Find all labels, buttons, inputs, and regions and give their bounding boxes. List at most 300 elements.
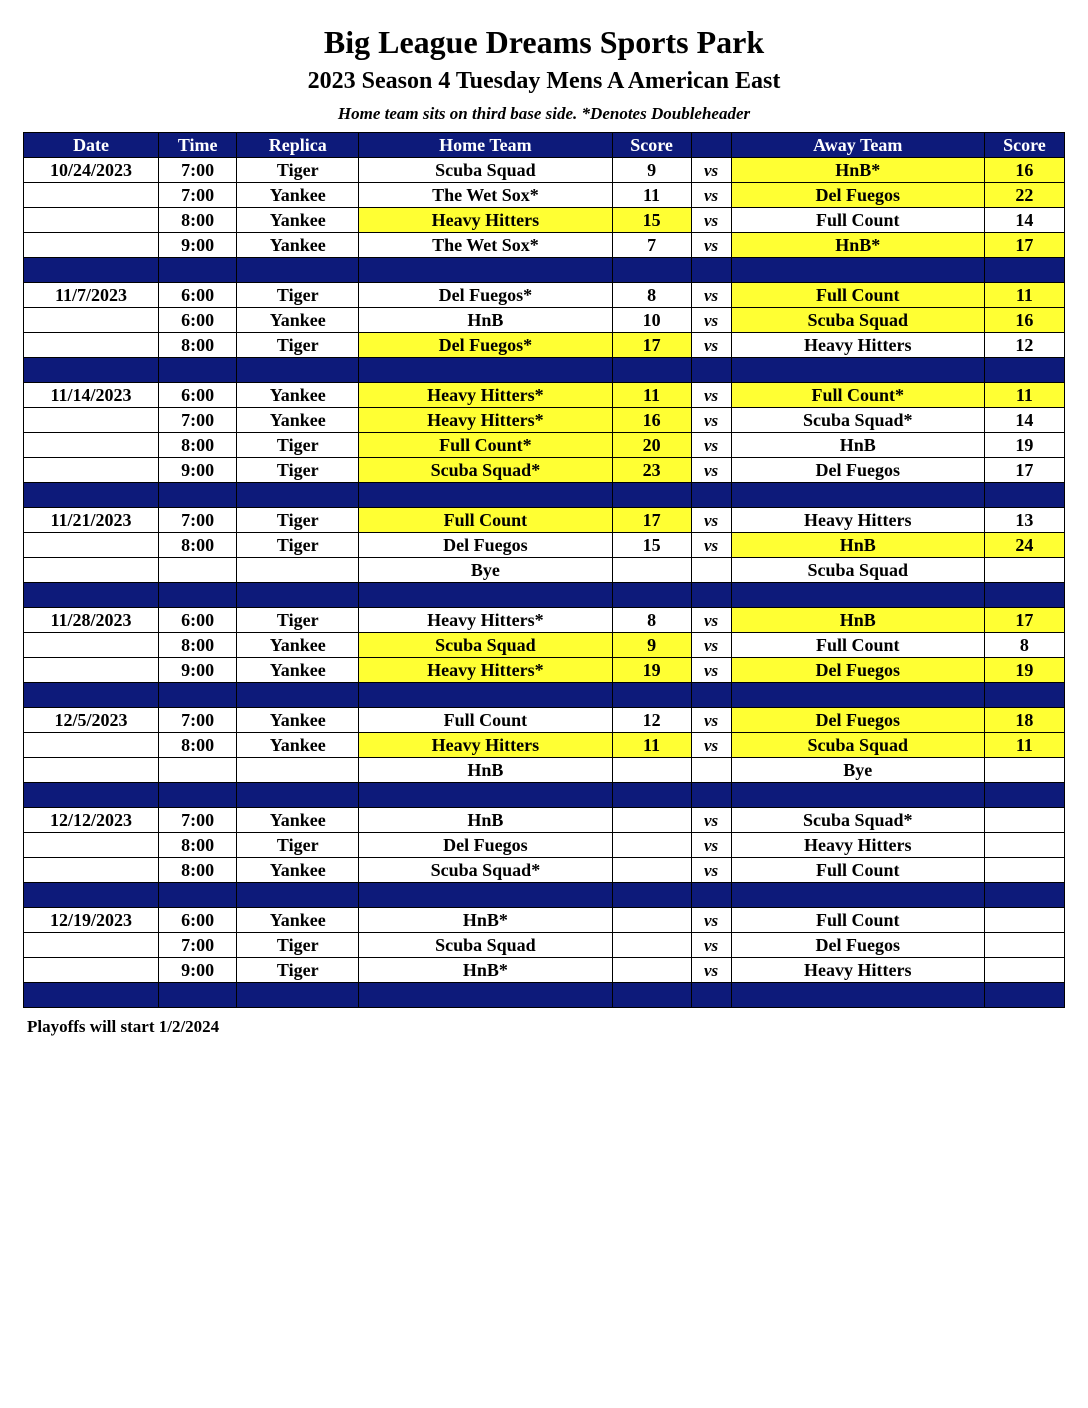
vs-cell: vs — [691, 933, 731, 958]
separator-cell — [612, 783, 691, 808]
replica-cell: Yankee — [237, 633, 359, 658]
separator-cell — [237, 583, 359, 608]
away-team-cell: Del Fuegos — [731, 658, 984, 683]
vs-cell: vs — [691, 858, 731, 883]
replica-cell: Tiger — [237, 333, 359, 358]
replica-cell: Tiger — [237, 508, 359, 533]
home-team-cell: HnB* — [359, 958, 612, 983]
date-cell — [24, 458, 159, 483]
date-cell: 12/5/2023 — [24, 708, 159, 733]
separator-cell — [359, 358, 612, 383]
home-score-cell: 23 — [612, 458, 691, 483]
away-team-cell: HnB* — [731, 158, 984, 183]
home-score-cell: 8 — [612, 283, 691, 308]
replica-cell — [237, 758, 359, 783]
time-cell: 6:00 — [159, 608, 237, 633]
separator-cell — [612, 583, 691, 608]
time-cell: 9:00 — [159, 458, 237, 483]
col-time-header: Time — [159, 133, 237, 158]
home-score-cell — [612, 808, 691, 833]
vs-cell: vs — [691, 333, 731, 358]
table-row — [24, 533, 1065, 558]
time-cell: 7:00 — [159, 933, 237, 958]
separator-cell — [159, 883, 237, 908]
replica-cell: Yankee — [237, 208, 359, 233]
table-row — [24, 633, 1065, 658]
away-score-cell: 22 — [984, 183, 1064, 208]
home-team-cell: Scuba Squad — [359, 158, 612, 183]
replica-cell: Yankee — [237, 233, 359, 258]
vs-cell: vs — [691, 633, 731, 658]
away-score-cell — [984, 833, 1064, 858]
home-score-cell: 8 — [612, 608, 691, 633]
date-cell — [24, 533, 159, 558]
home-team-cell: The Wet Sox* — [359, 233, 612, 258]
home-score-cell — [612, 958, 691, 983]
table-row — [24, 308, 1065, 333]
away-score-cell: 11 — [984, 283, 1064, 308]
week-separator-row — [24, 683, 1065, 708]
separator-cell — [691, 983, 731, 1008]
separator-cell — [24, 683, 159, 708]
away-team-cell: Scuba Squad* — [731, 808, 984, 833]
separator-cell — [612, 683, 691, 708]
col-replica-header: Replica — [237, 133, 359, 158]
time-cell: 9:00 — [159, 658, 237, 683]
home-team-cell: Full Count — [359, 508, 612, 533]
col-home-score-header: Score — [612, 133, 691, 158]
separator-cell — [731, 583, 984, 608]
away-score-cell: 16 — [984, 158, 1064, 183]
table-row — [24, 908, 1065, 933]
away-score-cell: 8 — [984, 633, 1064, 658]
vs-cell: vs — [691, 408, 731, 433]
separator-cell — [984, 583, 1064, 608]
date-cell — [24, 858, 159, 883]
home-score-cell: 17 — [612, 508, 691, 533]
home-team-cell: Heavy Hitters* — [359, 608, 612, 633]
date-cell: 11/14/2023 — [24, 383, 159, 408]
away-score-cell: 24 — [984, 533, 1064, 558]
date-cell — [24, 333, 159, 358]
table-row — [24, 433, 1065, 458]
separator-cell — [731, 683, 984, 708]
away-score-cell — [984, 758, 1064, 783]
home-team-cell: Del Fuegos* — [359, 333, 612, 358]
separator-cell — [612, 258, 691, 283]
away-score-cell: 13 — [984, 508, 1064, 533]
separator-cell — [984, 483, 1064, 508]
home-team-cell: Scuba Squad — [359, 933, 612, 958]
table-row — [24, 458, 1065, 483]
separator-cell — [24, 583, 159, 608]
schedule-note: Home team sits on third base side. *Denotes Doubleheader — [337, 104, 751, 123]
date-cell: 12/12/2023 — [24, 808, 159, 833]
separator-cell — [691, 683, 731, 708]
away-team-cell: HnB — [731, 433, 984, 458]
home-score-cell: 11 — [612, 383, 691, 408]
home-score-cell: 12 — [612, 708, 691, 733]
time-cell: 7:00 — [159, 183, 237, 208]
away-score-cell: 17 — [984, 608, 1064, 633]
date-cell — [24, 733, 159, 758]
home-team-cell: Full Count* — [359, 433, 612, 458]
replica-cell: Yankee — [237, 858, 359, 883]
separator-cell — [731, 883, 984, 908]
date-cell — [24, 558, 159, 583]
page-title: Big League Dreams Sports Park — [323, 24, 765, 60]
away-score-cell: 18 — [984, 708, 1064, 733]
away-score-cell — [984, 858, 1064, 883]
date-cell — [24, 933, 159, 958]
separator-cell — [24, 783, 159, 808]
home-team-cell: The Wet Sox* — [359, 183, 612, 208]
separator-cell — [237, 883, 359, 908]
separator-cell — [984, 683, 1064, 708]
replica-cell: Yankee — [237, 808, 359, 833]
separator-cell — [984, 883, 1064, 908]
separator-cell — [237, 783, 359, 808]
replica-cell: Yankee — [237, 408, 359, 433]
separator-cell — [691, 783, 731, 808]
home-score-cell: 15 — [612, 208, 691, 233]
vs-cell: vs — [691, 383, 731, 408]
col-away-score-header: Score — [984, 133, 1064, 158]
separator-cell — [731, 258, 984, 283]
separator-cell — [24, 883, 159, 908]
vs-cell: vs — [691, 458, 731, 483]
date-cell — [24, 433, 159, 458]
away-score-cell: 19 — [984, 658, 1064, 683]
schedule-table — [23, 132, 1065, 1008]
date-cell — [24, 183, 159, 208]
time-cell: 8:00 — [159, 433, 237, 458]
home-team-cell: Del Fuegos* — [359, 283, 612, 308]
home-team-cell: HnB — [359, 808, 612, 833]
away-score-cell: 17 — [984, 458, 1064, 483]
separator-cell — [984, 783, 1064, 808]
away-score-cell — [984, 958, 1064, 983]
home-team-cell: Heavy Hitters* — [359, 658, 612, 683]
separator-cell — [159, 783, 237, 808]
separator-cell — [359, 258, 612, 283]
home-score-cell — [612, 908, 691, 933]
home-score-cell — [612, 933, 691, 958]
time-cell — [159, 558, 237, 583]
table-row — [24, 158, 1065, 183]
home-team-cell: HnB — [359, 308, 612, 333]
table-row — [24, 708, 1065, 733]
home-score-cell: 9 — [612, 633, 691, 658]
separator-cell — [159, 683, 237, 708]
away-score-cell: 11 — [984, 733, 1064, 758]
home-team-cell: Scuba Squad* — [359, 858, 612, 883]
date-cell: 11/21/2023 — [24, 508, 159, 533]
separator-cell — [24, 483, 159, 508]
replica-cell: Tiger — [237, 533, 359, 558]
week-separator-row — [24, 883, 1065, 908]
away-team-cell: Heavy Hitters — [731, 333, 984, 358]
vs-cell: vs — [691, 833, 731, 858]
col-away-team-header: Away Team — [731, 133, 984, 158]
vs-cell: vs — [691, 183, 731, 208]
replica-cell: Tiger — [237, 433, 359, 458]
away-team-cell: Bye — [731, 758, 984, 783]
separator-cell — [159, 258, 237, 283]
separator-cell — [731, 483, 984, 508]
away-team-cell: Del Fuegos — [731, 458, 984, 483]
replica-cell: Tiger — [237, 833, 359, 858]
vs-cell: vs — [691, 808, 731, 833]
separator-cell — [237, 358, 359, 383]
away-team-cell: Scuba Squad — [731, 308, 984, 333]
table-row — [24, 658, 1065, 683]
separator-cell — [237, 483, 359, 508]
vs-cell: vs — [691, 658, 731, 683]
separator-cell — [691, 483, 731, 508]
week-separator-row — [24, 258, 1065, 283]
table-row — [24, 283, 1065, 308]
home-team-cell: Heavy Hitters* — [359, 408, 612, 433]
table-row — [24, 608, 1065, 633]
replica-cell: Tiger — [237, 958, 359, 983]
vs-cell: vs — [691, 308, 731, 333]
week-separator-row — [24, 783, 1065, 808]
separator-cell — [359, 483, 612, 508]
separator-cell — [24, 358, 159, 383]
date-cell — [24, 758, 159, 783]
separator-cell — [237, 258, 359, 283]
time-cell: 7:00 — [159, 808, 237, 833]
away-team-cell: Full Count* — [731, 383, 984, 408]
page-subtitle: 2023 Season 4 Tuesday Mens A American East — [307, 68, 781, 94]
date-cell — [24, 408, 159, 433]
separator-cell — [359, 883, 612, 908]
home-score-cell — [612, 558, 691, 583]
vs-cell: vs — [691, 508, 731, 533]
date-cell: 11/28/2023 — [24, 608, 159, 633]
date-cell — [24, 958, 159, 983]
table-row — [24, 183, 1065, 208]
vs-cell: vs — [691, 283, 731, 308]
replica-cell — [237, 558, 359, 583]
col-vs-header — [691, 133, 731, 158]
vs-cell: vs — [691, 733, 731, 758]
home-score-cell: 10 — [612, 308, 691, 333]
time-cell: 9:00 — [159, 958, 237, 983]
date-cell — [24, 833, 159, 858]
time-cell: 8:00 — [159, 533, 237, 558]
vs-cell: vs — [691, 433, 731, 458]
separator-cell — [359, 583, 612, 608]
table-row — [24, 333, 1065, 358]
separator-cell — [24, 983, 159, 1008]
separator-cell — [359, 983, 612, 1008]
date-cell — [24, 208, 159, 233]
separator-cell — [691, 883, 731, 908]
separator-cell — [159, 358, 237, 383]
table-row — [24, 958, 1065, 983]
table-row — [24, 833, 1065, 858]
home-team-cell: Heavy Hitters* — [359, 383, 612, 408]
home-score-cell — [612, 758, 691, 783]
header-row — [24, 133, 1065, 158]
home-team-cell: Scuba Squad* — [359, 458, 612, 483]
vs-cell: vs — [691, 208, 731, 233]
away-score-cell — [984, 558, 1064, 583]
home-team-cell: Scuba Squad — [359, 633, 612, 658]
replica-cell: Tiger — [237, 283, 359, 308]
home-team-cell: Del Fuegos — [359, 833, 612, 858]
table-row — [24, 208, 1065, 233]
home-score-cell: 16 — [612, 408, 691, 433]
home-score-cell: 11 — [612, 733, 691, 758]
table-row — [24, 408, 1065, 433]
separator-cell — [691, 258, 731, 283]
away-team-cell: Scuba Squad* — [731, 408, 984, 433]
separator-cell — [731, 983, 984, 1008]
week-separator-row — [24, 983, 1065, 1008]
date-cell: 12/19/2023 — [24, 908, 159, 933]
separator-cell — [731, 358, 984, 383]
away-team-cell: Full Count — [731, 858, 984, 883]
separator-cell — [984, 258, 1064, 283]
time-cell: 8:00 — [159, 858, 237, 883]
replica-cell: Yankee — [237, 308, 359, 333]
away-team-cell: Scuba Squad — [731, 558, 984, 583]
table-row — [24, 733, 1065, 758]
table-row — [24, 933, 1065, 958]
date-cell — [24, 233, 159, 258]
separator-cell — [612, 883, 691, 908]
home-score-cell: 19 — [612, 658, 691, 683]
away-team-cell: Heavy Hitters — [731, 958, 984, 983]
home-score-cell: 20 — [612, 433, 691, 458]
col-date-header: Date — [24, 133, 159, 158]
away-team-cell: Heavy Hitters — [731, 833, 984, 858]
time-cell: 9:00 — [159, 233, 237, 258]
vs-cell: vs — [691, 708, 731, 733]
separator-cell — [612, 358, 691, 383]
away-score-cell: 14 — [984, 408, 1064, 433]
week-separator-row — [24, 483, 1065, 508]
home-team-cell: HnB — [359, 758, 612, 783]
time-cell: 7:00 — [159, 508, 237, 533]
away-team-cell: Full Count — [731, 908, 984, 933]
vs-cell — [691, 558, 731, 583]
playoffs-note: Playoffs will start 1/2/2024 — [27, 1017, 220, 1036]
replica-cell: Yankee — [237, 383, 359, 408]
away-team-cell: Heavy Hitters — [731, 508, 984, 533]
separator-cell — [159, 483, 237, 508]
col-home-team-header: Home Team — [359, 133, 612, 158]
away-score-cell: 16 — [984, 308, 1064, 333]
time-cell: 6:00 — [159, 908, 237, 933]
home-score-cell — [612, 833, 691, 858]
away-score-cell — [984, 808, 1064, 833]
separator-cell — [984, 358, 1064, 383]
home-score-cell — [612, 858, 691, 883]
vs-cell — [691, 758, 731, 783]
replica-cell: Tiger — [237, 608, 359, 633]
away-score-cell — [984, 933, 1064, 958]
separator-cell — [612, 983, 691, 1008]
week-separator-row — [24, 358, 1065, 383]
away-score-cell: 14 — [984, 208, 1064, 233]
home-team-cell: Bye — [359, 558, 612, 583]
separator-cell — [237, 983, 359, 1008]
table-row — [24, 758, 1065, 783]
vs-cell: vs — [691, 908, 731, 933]
time-cell: 6:00 — [159, 383, 237, 408]
replica-cell: Yankee — [237, 908, 359, 933]
home-team-cell: Del Fuegos — [359, 533, 612, 558]
replica-cell: Yankee — [237, 733, 359, 758]
away-team-cell: Full Count — [731, 283, 984, 308]
table-row — [24, 508, 1065, 533]
table-row — [24, 808, 1065, 833]
time-cell: 7:00 — [159, 408, 237, 433]
home-score-cell: 7 — [612, 233, 691, 258]
home-score-cell: 17 — [612, 333, 691, 358]
home-score-cell: 11 — [612, 183, 691, 208]
time-cell: 8:00 — [159, 833, 237, 858]
separator-cell — [691, 358, 731, 383]
vs-cell: vs — [691, 158, 731, 183]
replica-cell: Yankee — [237, 708, 359, 733]
time-cell: 6:00 — [159, 283, 237, 308]
time-cell: 6:00 — [159, 308, 237, 333]
schedule-body — [24, 158, 1065, 1008]
table-row — [24, 858, 1065, 883]
date-cell: 11/7/2023 — [24, 283, 159, 308]
separator-cell — [159, 983, 237, 1008]
away-team-cell: Del Fuegos — [731, 708, 984, 733]
table-row — [24, 233, 1065, 258]
away-team-cell: Full Count — [731, 208, 984, 233]
away-score-cell: 17 — [984, 233, 1064, 258]
time-cell: 7:00 — [159, 158, 237, 183]
separator-cell — [731, 783, 984, 808]
home-score-cell: 15 — [612, 533, 691, 558]
vs-cell: vs — [691, 608, 731, 633]
separator-cell — [359, 783, 612, 808]
separator-cell — [159, 583, 237, 608]
time-cell — [159, 758, 237, 783]
table-row — [24, 383, 1065, 408]
date-cell — [24, 633, 159, 658]
separator-cell — [691, 583, 731, 608]
away-team-cell: Del Fuegos — [731, 183, 984, 208]
separator-cell — [612, 483, 691, 508]
away-team-cell: Scuba Squad — [731, 733, 984, 758]
away-team-cell: HnB — [731, 608, 984, 633]
replica-cell: Yankee — [237, 183, 359, 208]
separator-cell — [984, 983, 1064, 1008]
date-cell — [24, 658, 159, 683]
away-score-cell: 19 — [984, 433, 1064, 458]
replica-cell: Tiger — [237, 458, 359, 483]
time-cell: 8:00 — [159, 333, 237, 358]
separator-cell — [359, 683, 612, 708]
away-team-cell: HnB* — [731, 233, 984, 258]
away-team-cell: Full Count — [731, 633, 984, 658]
time-cell: 8:00 — [159, 633, 237, 658]
away-score-cell: 11 — [984, 383, 1064, 408]
home-team-cell: HnB* — [359, 908, 612, 933]
vs-cell: vs — [691, 533, 731, 558]
home-team-cell: Heavy Hitters — [359, 733, 612, 758]
